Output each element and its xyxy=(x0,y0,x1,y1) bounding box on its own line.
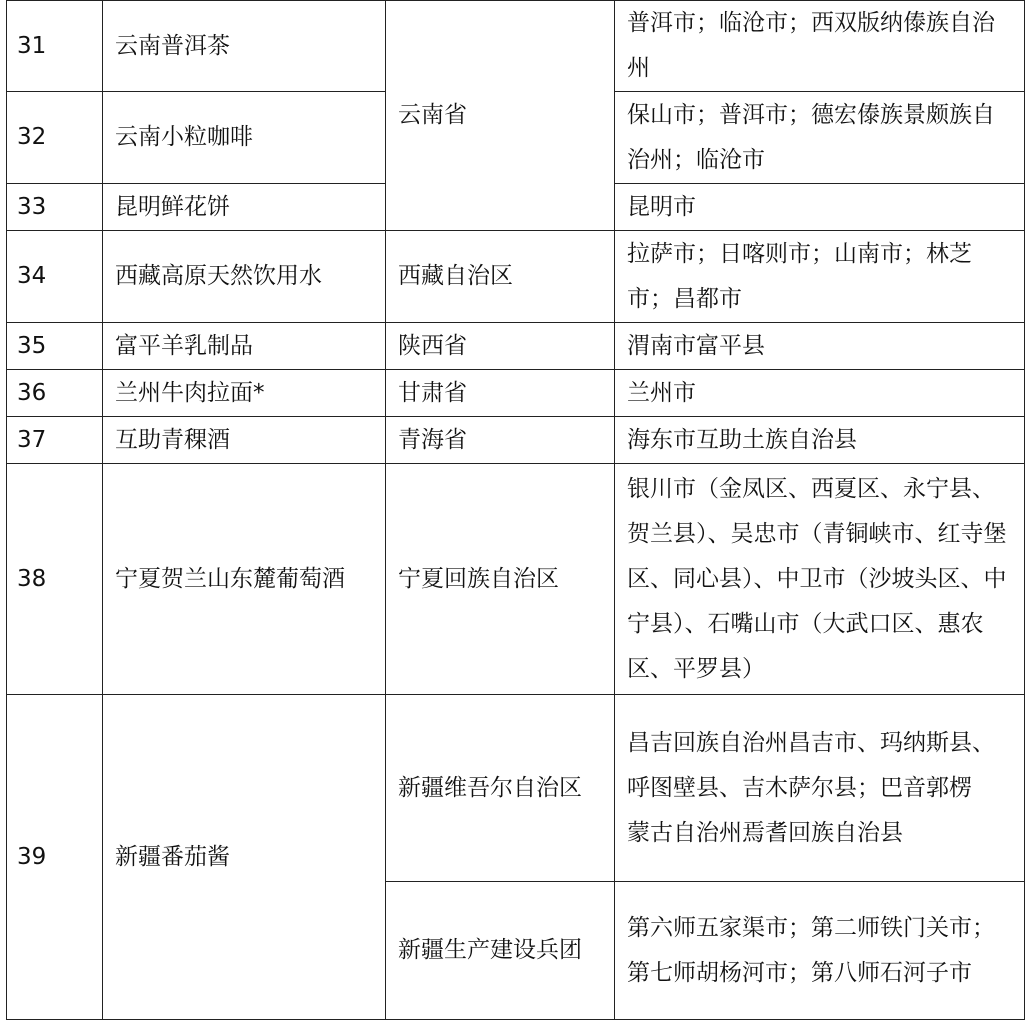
product-name: 云南普洱茶 xyxy=(103,1,386,92)
region-line: 蒙古自治州焉耆回族自治县 xyxy=(627,819,903,846)
province-name: 西藏自治区 xyxy=(386,231,615,323)
region-line: 昌吉回族自治州昌吉市、玛纳斯县、呼图壁县、吉木萨尔县；巴音郭楞 xyxy=(627,729,995,801)
region-list: 保山市；普洱市；德宏傣族景颇族自治州；临沧市 xyxy=(615,92,1025,184)
table-row xyxy=(7,323,1025,370)
row-number: 33 xyxy=(7,184,103,231)
row-number: 31 xyxy=(7,1,103,92)
region-list: 昆明市 xyxy=(615,184,1025,231)
row-number: 38 xyxy=(7,464,103,695)
table-row xyxy=(7,417,1025,464)
product-name: 新疆番茄酱 xyxy=(103,695,386,1020)
row-number: 34 xyxy=(7,231,103,323)
region-list: 拉萨市；日喀则市；山南市；林芝市；昌都市 xyxy=(615,231,1025,323)
region-list: 普洱市；临沧市；西双版纳傣族自治州 xyxy=(615,1,1025,92)
province-name: 陕西省 xyxy=(386,323,615,370)
region-list: 兰州市 xyxy=(615,370,1025,417)
province-name: 宁夏回族自治区 xyxy=(386,464,615,695)
province-name: 云南省 xyxy=(386,1,615,231)
region-table xyxy=(6,0,1025,1020)
product-name: 兰州牛肉拉面* xyxy=(103,370,386,417)
product-name: 昆明鲜花饼 xyxy=(103,184,386,231)
product-name: 富平羊乳制品 xyxy=(103,323,386,370)
row-number: 37 xyxy=(7,417,103,464)
table-row xyxy=(7,695,1025,882)
table-row xyxy=(7,1,1025,92)
row-number: 32 xyxy=(7,92,103,184)
region-list: 海东市互助土族自治县 xyxy=(615,417,1025,464)
table-row xyxy=(7,370,1025,417)
row-number: 35 xyxy=(7,323,103,370)
row-number: 36 xyxy=(7,370,103,417)
region-list xyxy=(615,695,1025,882)
product-name: 云南小粒咖啡 xyxy=(103,92,386,184)
product-name: 西藏高原天然饮用水 xyxy=(103,231,386,323)
product-name: 互助青稞酒 xyxy=(103,417,386,464)
table-row xyxy=(7,464,1025,695)
province-name: 新疆维吾尔自治区 xyxy=(386,695,615,882)
row-number: 39 xyxy=(7,695,103,1020)
region-list: 银川市（金凤区、西夏区、永宁县、贺兰县）、吴忠市（青铜峡市、红寺堡区、同心县）、中卫市（沙坡头区、中宁县）、石嘴山市（大武口区、惠农区、平罗县） xyxy=(615,464,1025,695)
region-list: 渭南市富平县 xyxy=(615,323,1025,370)
table-row xyxy=(7,231,1025,323)
province-name: 甘肃省 xyxy=(386,370,615,417)
province-name: 青海省 xyxy=(386,417,615,464)
province-name: 新疆生产建设兵团 xyxy=(386,882,615,1020)
region-list: 第六师五家渠市；第二师铁门关市；第七师胡杨河市；第八师石河子市 xyxy=(615,882,1025,1020)
product-name: 宁夏贺兰山东麓葡萄酒 xyxy=(103,464,386,695)
